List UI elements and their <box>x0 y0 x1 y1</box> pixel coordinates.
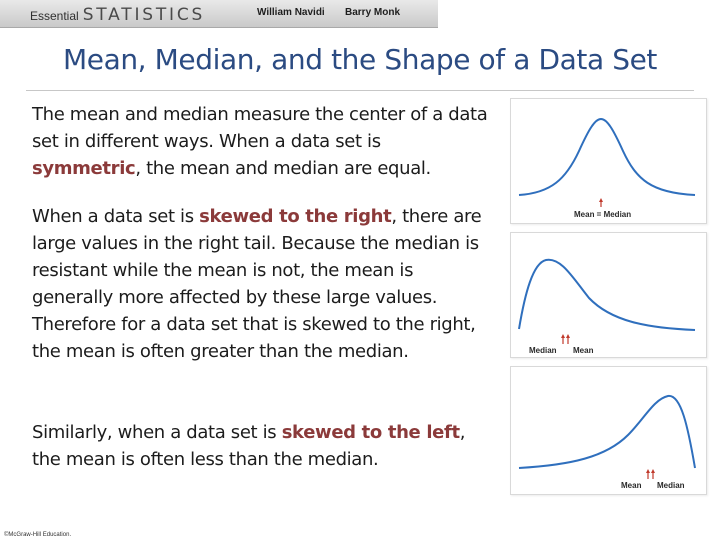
right-skew-distribution-figure <box>510 232 707 358</box>
mean-arrowhead <box>566 334 570 338</box>
slide-title: Mean, Median, and the Shape of a Data Set <box>62 43 658 76</box>
p3-text-before: Similarly, when a data set is <box>32 422 282 443</box>
brand-prefix: Essential <box>30 9 79 23</box>
p2-text-before: When a data set is <box>32 206 200 227</box>
mean-equals-median-label: Mean = Median <box>574 210 632 219</box>
right-skew-curve-svg <box>511 233 706 357</box>
author-1: William Navidi <box>257 7 325 18</box>
p2-highlight: skewed to the right <box>199 206 392 227</box>
title-divider <box>26 90 694 91</box>
left-skew-distribution-figure <box>510 366 707 495</box>
p1-highlight: symmetric <box>32 158 136 179</box>
p2-text-after: , there are large values in the right tail. Because the median is resistant while the mean is not, the mean is generally more affected by these large values. Therefore for a data set that is skewed to the right, the mean is often greater than the median. <box>32 206 482 362</box>
mean-arrowhead <box>646 469 650 473</box>
left-skew-curve <box>519 396 695 468</box>
p3-text-after: , the mean is often less than the median. <box>32 422 466 470</box>
paragraph-right-skew <box>32 203 492 365</box>
median-arrowhead <box>651 469 655 473</box>
median-arrowhead <box>561 334 565 338</box>
book-brand <box>30 5 205 25</box>
author-2: Barry Monk <box>345 7 401 18</box>
symmetric-curve <box>519 119 695 195</box>
p1-text-after: , the mean and median are equal. <box>135 158 431 179</box>
right-skew-curve <box>519 260 695 330</box>
p1-text-before: The mean and median measure the center of a data set in different ways. When a data set is <box>32 104 488 152</box>
symmetric-distribution-figure <box>510 98 707 224</box>
mean-median-arrowhead <box>599 198 603 202</box>
p3-highlight: skewed to the left <box>281 422 460 443</box>
paragraph-left-skew <box>32 419 492 473</box>
symmetric-curve-svg <box>511 99 706 223</box>
mean-label: Mean <box>573 346 594 355</box>
median-label: Median <box>657 481 685 490</box>
brand-main: STATISTICS <box>82 5 206 25</box>
header-banner <box>0 0 438 28</box>
median-label: Median <box>529 346 557 355</box>
left-skew-curve-svg <box>511 367 706 494</box>
copyright-notice: ©McGraw-Hill Education. <box>4 532 72 538</box>
paragraph-symmetric <box>32 101 492 182</box>
mean-label: Mean <box>621 481 642 490</box>
